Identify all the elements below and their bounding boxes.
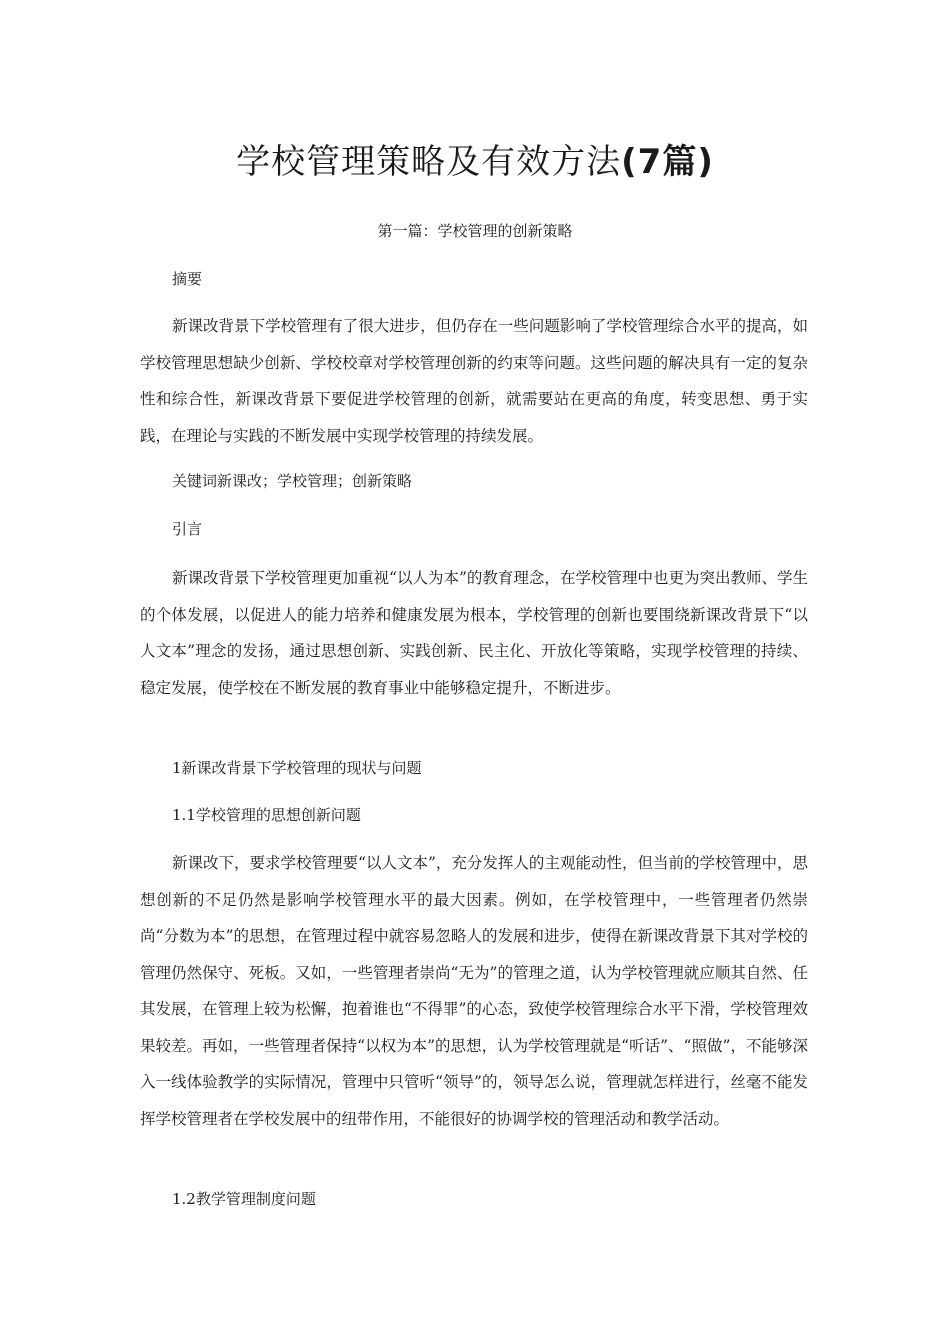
intro-paragraph: 新课改背景下学校管理更加重视“以人为本”的教育理念，在学校管理中也更为突出教师、学生的个体发展，以促进人的能力培养和健康发展为根本，学校管理的创新也要围绕新课改背景下“以人文本”理念的发扬，通过思想创新、实践创新、民主化、开放化等策略，实现学校管理的持续、稳定发展，使学校在不断发展的教育事业中能够稳定提升，不断进步。 xyxy=(140,569,808,697)
document-title xyxy=(0,138,950,186)
abstract-paragraph: 新课改背景下学校管理有了很大进步，但仍存在一些问题影响了学校管理综合水平的提高，如学校管理思想缺少创新、学校校章对学校管理创新的约束等问题。这些问题的解决具有一定的复杂性和综合性，新课改背景下要促进学校管理的创新，就需要站在更高的角度，转变思想、勇于实践，在理论与实践的不断发展中实现学校管理的持续发展。 xyxy=(140,317,808,445)
document-title-text: 学校管理策略及有效方法 xyxy=(236,142,622,182)
section-1-1-heading: 1.1学校管理的思想创新问题 xyxy=(172,806,361,824)
document-title-suffix: (7篇) xyxy=(621,142,714,182)
section-1-1-paragraph: 新课改下，要求学校管理要“以人文本”，充分发挥人的主观能动性，但当前的学校管理中，思想创新的不足仍然是影响学校管理水平的最大因素。例如，在学校管理中，一些管理者仍然崇尚“分数为本”的思想，在管理过程中就容易忽略人的发展和进步，使得在新课改背景下其对学校的管理仍然保守、死板。又如，一些管理者崇尚“无为”的管理之道，认为学校管理就应顺其自然、任其发展，在管理上较为松懈，抱着谁也“不得罪”的心态，致使学校管理综合水平下滑，学校管理效果较差。再如，一些管理者保持“以权为本”的思想，认为学校管理就是“听话”、“照做”，不能够深入一线体验教学的实际情况，管理中只管听“领导”的，领导怎么说，管理就怎样进行，丝毫不能发挥学校管理者在学校发展中的纽带作用，不能很好的协调学校的管理活动和教学活动。 xyxy=(140,854,808,1128)
keywords-line: 关键词新课改；学校管理；创新策略 xyxy=(172,472,413,490)
section-1-2-heading: 1.2教学管理制度问题 xyxy=(172,1190,316,1208)
abstract-heading: 摘要 xyxy=(172,270,203,288)
section-1-heading: 1新课改背景下学校管理的现状与问题 xyxy=(172,759,422,777)
document-subtitle: 第一篇：学校管理的创新策略 xyxy=(377,222,573,240)
intro-heading: 引言 xyxy=(172,520,203,538)
